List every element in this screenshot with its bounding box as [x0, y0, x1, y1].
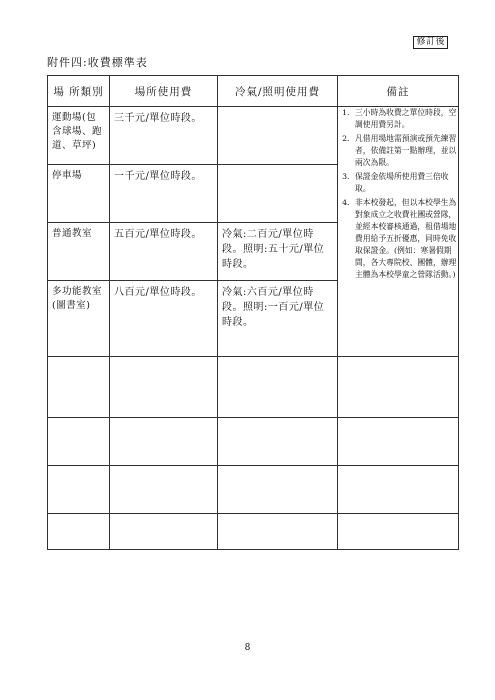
- cell-notes: [338, 107, 459, 357]
- cell-category: [48, 357, 110, 418]
- header-ac-lighting-fee: 冷氣/照明使用費: [218, 76, 338, 107]
- notes-list: [338, 107, 458, 281]
- cell-venue-fee: [110, 357, 218, 418]
- cell-category: 運動場(包含球場、跑道、草坪): [48, 107, 110, 165]
- cell-category: [48, 418, 110, 466]
- table-row: [48, 466, 459, 514]
- cell-venue-fee: 八百元/單位時段。: [110, 281, 218, 357]
- cell-ac-fee: [218, 418, 338, 466]
- fee-table: [47, 75, 459, 550]
- table-row: [48, 107, 459, 165]
- revision-badge: 修訂後: [413, 36, 448, 49]
- cell-notes-empty: [338, 357, 459, 418]
- note-item: 4. 非本校發起，但以本校學生為對象成立之收費社團或營隊，並經本校審核通過，租借場地費用給予五折優惠，同時免收取保證金。(例如：寒暑假期間，各大專院校、團體，辦理主體為本校學童之營隊活動。): [352, 197, 458, 281]
- cell-category: 普通教室: [48, 223, 110, 281]
- table-row: [48, 418, 459, 466]
- cell-ac-fee: [218, 107, 338, 165]
- table-header-row: [48, 76, 459, 107]
- cell-venue-fee: 五百元/單位時段。: [110, 223, 218, 281]
- note-item: 1. 三小時為收費之單位時段，空調使用費另計。: [352, 107, 458, 131]
- note-item: 2. 凡借用場地需預演或預先練習者，依備註第一點辦理，並以兩次為限。: [352, 133, 458, 169]
- header-notes: 備註: [338, 76, 459, 107]
- cell-category: [48, 466, 110, 514]
- cell-notes-empty: [338, 466, 459, 514]
- header-category: 場 所類別: [48, 76, 110, 107]
- document-title: 附件四:收費標準表: [47, 56, 148, 69]
- page-number: 8: [244, 643, 251, 653]
- cell-venue-fee: [110, 418, 218, 466]
- cell-notes-empty: [338, 514, 459, 550]
- cell-ac-fee: [218, 466, 338, 514]
- cell-ac-fee: 冷氣:六百元/單位時段。照明:一百元/單位時段。: [218, 281, 338, 357]
- cell-ac-fee: 冷氣:二百元/單位時段。照明:五十元/單位時段。: [218, 223, 338, 281]
- cell-category: 多功能教室(圖書室): [48, 281, 110, 357]
- header-venue-fee: 場所使用費: [110, 76, 218, 107]
- cell-venue-fee: [110, 514, 218, 550]
- cell-venue-fee: [110, 466, 218, 514]
- cell-category: 停車場: [48, 165, 110, 223]
- table-row: [48, 357, 459, 418]
- cell-ac-fee: [218, 165, 338, 223]
- cell-ac-fee: [218, 357, 338, 418]
- note-item: 3. 保證金依場所使用費三倍收取。: [352, 171, 458, 195]
- cell-notes-empty: [338, 418, 459, 466]
- cell-venue-fee: 一千元/單位時段。: [110, 165, 218, 223]
- table-row: [48, 514, 459, 550]
- cell-ac-fee: [218, 514, 338, 550]
- cell-category: [48, 514, 110, 550]
- cell-venue-fee: 三千元/單位時段。: [110, 107, 218, 165]
